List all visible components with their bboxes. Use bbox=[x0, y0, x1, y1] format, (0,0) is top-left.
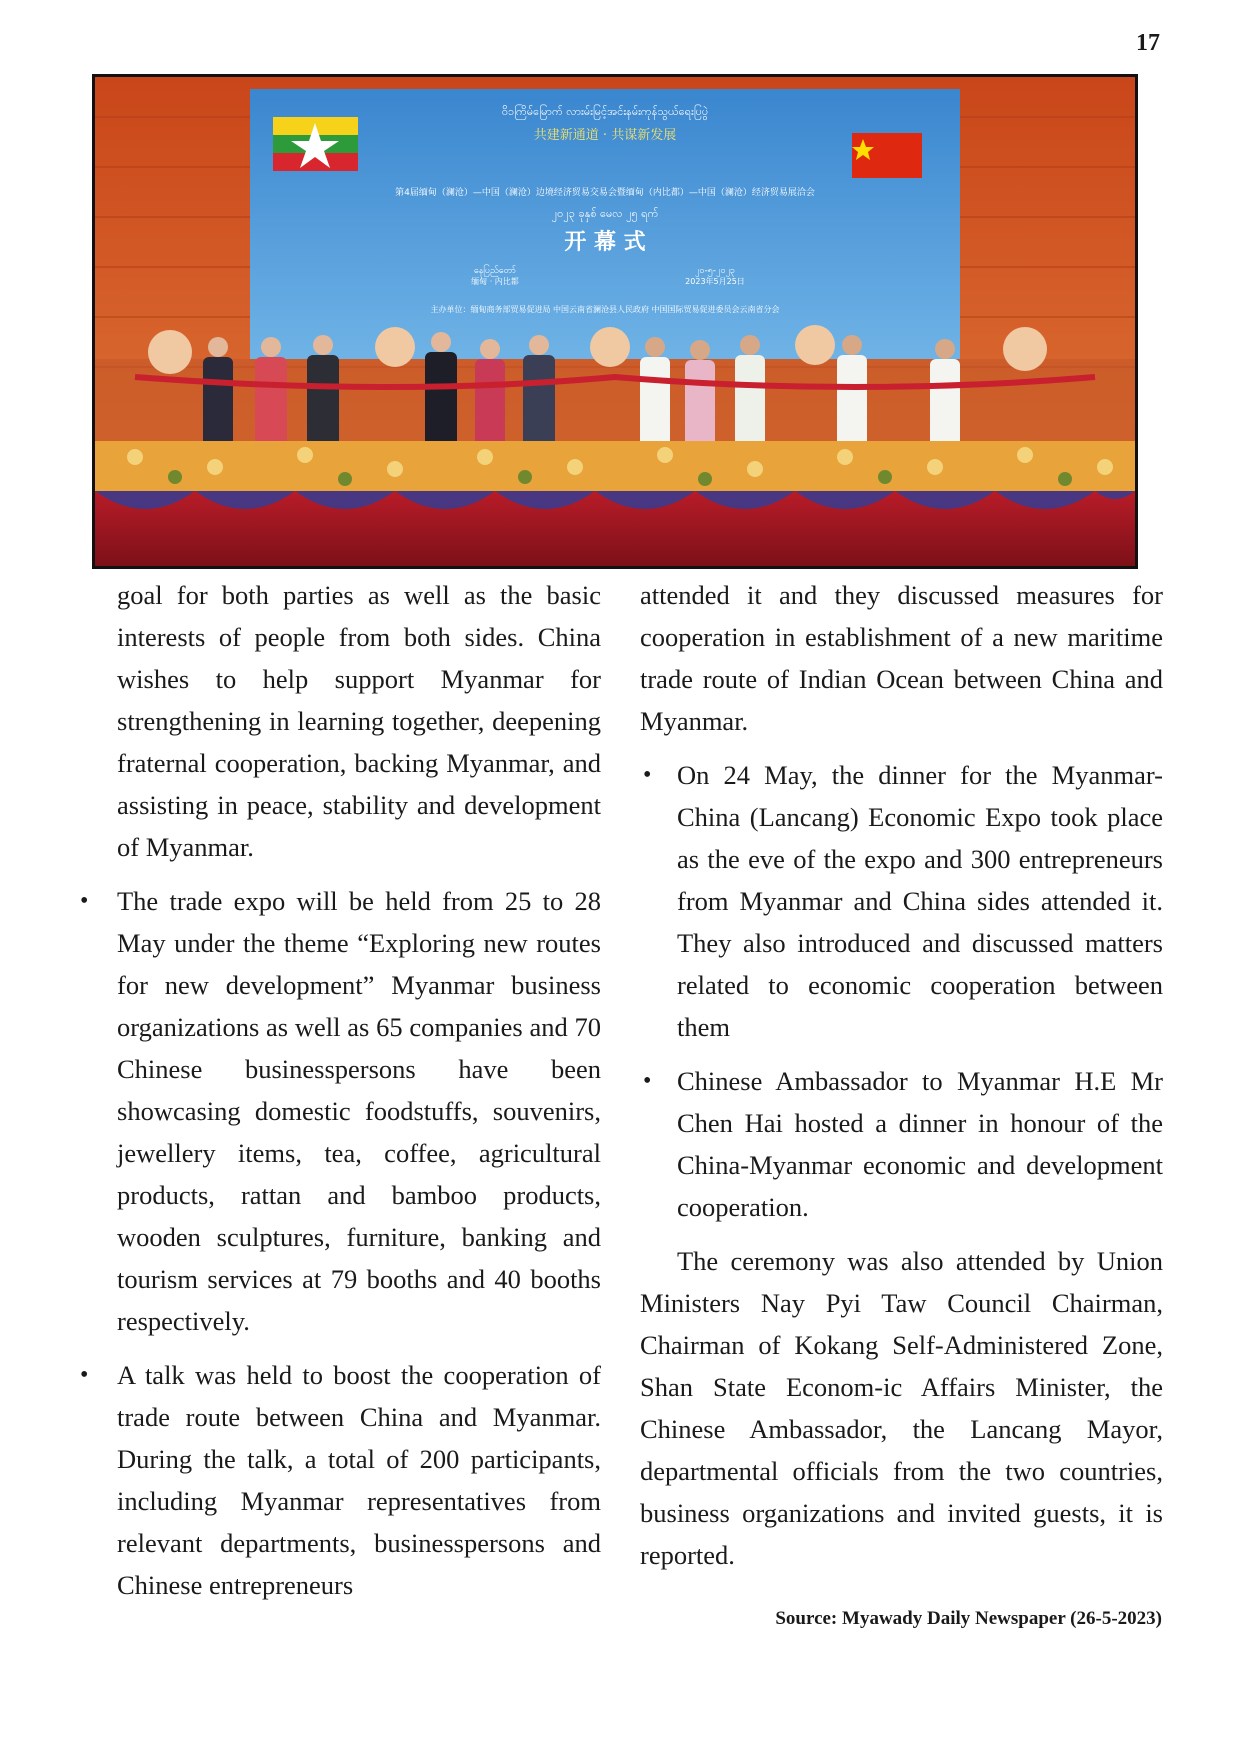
banner-location-cn: 缅甸 · 内比都 bbox=[471, 277, 519, 286]
left-bullet-list bbox=[80, 880, 601, 1606]
closing-paragraph: The ceremony was also attended by Union Ministers Nay Pyi Taw Council Chairman, Chairman of Kokang Self-Administered Zone, Shan State Econom-ic Affairs Minister, the Chinese Ambassador, the Lancang Mayor, departmental officials from the two countries, business organizations and invited guests, it is reported. bbox=[640, 1246, 1163, 1570]
banner-chinese-title: 第4届缅甸（澜沧）—中国（澜沧）边境经济贸易交易会暨缅甸（内比都）—中国（澜沧）经济贸易展洽会 bbox=[395, 188, 815, 198]
banner-organizers: 主办单位：缅甸商务部贸易促进局 中国云南省澜沧县人民政府 中国国际贸易促进委员会云南省分会 bbox=[430, 305, 780, 314]
right-continuation-paragraph: attended it and they discussed measures for cooperation in establishment of a new maritime trade route of Indian Ocean between China and Myanmar. bbox=[640, 580, 1163, 736]
bullet-icon: • bbox=[80, 888, 89, 914]
banner-myanmar-line: ဝိ၁ကြိမ်မြောက် လားမ်းမြင့်အင်းနမ်းကုန်သွယ်ရေးပြပွဲ bbox=[501, 105, 709, 118]
photo-illustration bbox=[95, 77, 1135, 566]
list-item bbox=[80, 1354, 601, 1606]
left-column bbox=[80, 574, 601, 1606]
bullet-text: Chinese Ambassador to Myanmar H.E Mr Chen Hai hosted a dinner in honour of the China-Myanmar economic and development cooperation. bbox=[677, 1066, 1163, 1222]
myanmar-flag-icon bbox=[273, 117, 358, 171]
china-flag-icon bbox=[852, 133, 922, 178]
bullet-text: On 24 May, the dinner for the Myanmar-China (Lancang) Economic Expo took place as the eve of the expo and 300 entrepreneurs from Myanmar and China sides attended it. They also introduced and discussed matters related to economic cooperation between them bbox=[677, 760, 1163, 1042]
list-item bbox=[643, 1060, 1163, 1228]
bullet-text: The trade expo will be held from 25 to 28 May under the theme “Exploring new routes for new development” Myanmar business organizations as well as 65 companies and 70 Chinese businesspersons have been showcasing domestic foodstuffs, souvenirs, jewellery items, tea, coffee, agricultural products, rattan and bamboo products, wooden sculptures, furniture, banking and tourism services at 79 booths and 40 booths respectively. bbox=[117, 886, 601, 1336]
flower-bed bbox=[95, 441, 1135, 491]
right-column bbox=[640, 574, 1163, 1576]
bullet-text: A talk was held to boost the cooperation of trade route between China and Myanmar. During the talk, a total of 200 participants, including Myanmar representatives from relevant departments, businesspersons and Chinese entrepreneurs bbox=[117, 1360, 601, 1600]
bullet-icon: • bbox=[80, 1362, 89, 1388]
banner-date-my: ၂၀-၅-၂၀၂၃ bbox=[694, 266, 736, 276]
right-bullet-list bbox=[640, 754, 1163, 1228]
left-continuation-paragraph: goal for both parties as well as the basic interests of people from both sides. China wishes to help support Myanmar for strengthening in learning together, deepening fraternal cooperation, backing Myanmar, and assisting in peace, stability and development of Myanmar. bbox=[117, 580, 601, 862]
source-credit: Source: Myawady Daily Newspaper (26-5-2023) bbox=[775, 1608, 1162, 1629]
list-item bbox=[80, 880, 601, 1342]
banner-date-line: ၂၀၂၃ ခုနှစ် မေလ ၂၅ ရက် bbox=[551, 207, 659, 220]
banner-slogan: 共建新通道 · 共谋新发展 bbox=[533, 128, 677, 143]
ribbon-cutting-photo bbox=[92, 74, 1138, 569]
banner-opening-ceremony: 开 幕 式 bbox=[564, 230, 646, 255]
bullet-icon: • bbox=[643, 1068, 652, 1094]
bullet-icon: • bbox=[643, 762, 652, 788]
list-item bbox=[643, 754, 1163, 1048]
banner-location-my: နေပြည်တော် bbox=[473, 266, 517, 276]
page-number: 17 bbox=[1136, 30, 1160, 56]
banner-date-cn: 2023年5月25日 bbox=[685, 277, 745, 286]
